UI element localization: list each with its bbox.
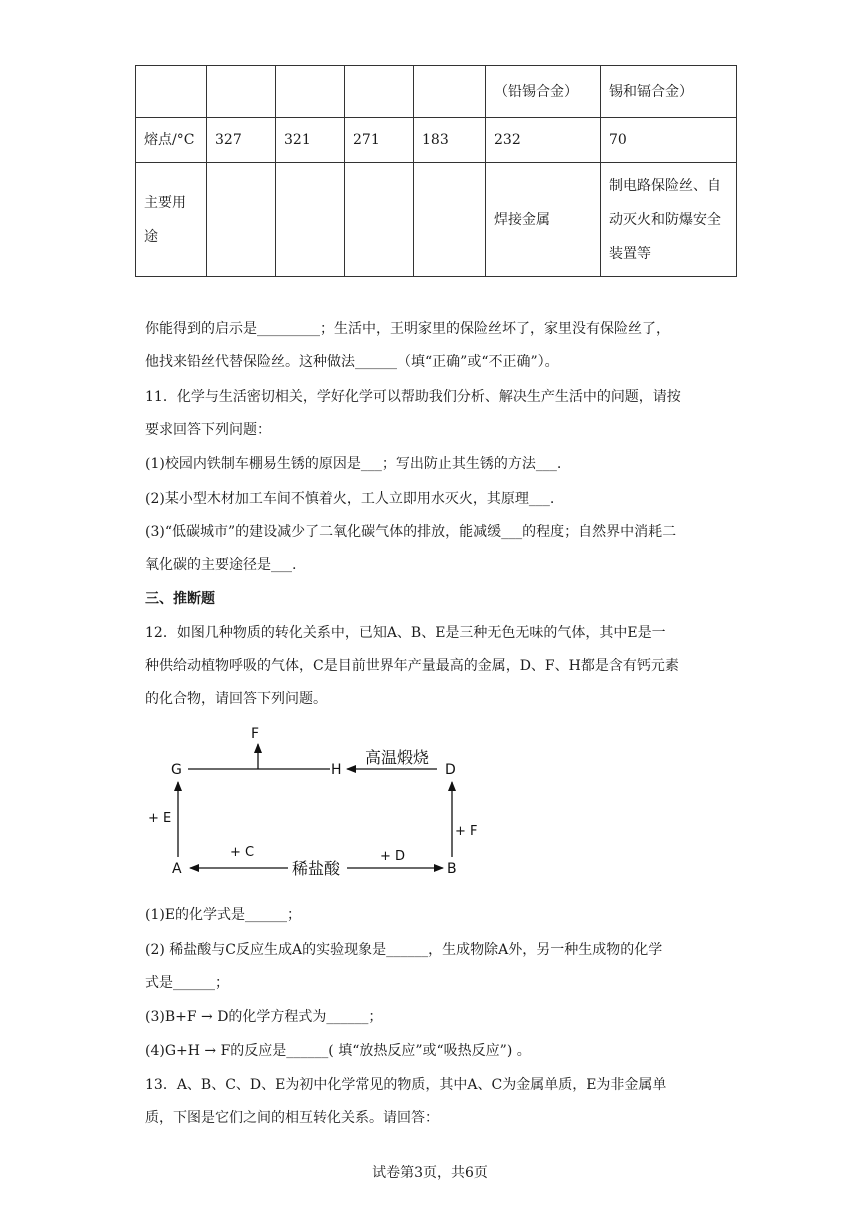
- table-cell: [207, 66, 276, 118]
- question-13-stem: 13．A、B、C、D、E为初中化学常见的物质，其中A、C为金属单质，E为非金属单: [145, 1077, 667, 1093]
- question-12-part-4: (4)G+H → F的反应是______( 填“放热反应”或“吸热反应”) 。: [145, 1043, 531, 1059]
- question-11-part-3: 氧化碳的主要途径是___.: [145, 557, 297, 573]
- node-h: H: [331, 762, 342, 778]
- label-high-temp: 高温煅烧: [365, 748, 430, 767]
- table-cell: （铅锡合金）: [486, 66, 601, 118]
- node-g: G: [171, 762, 182, 778]
- table-cell: 主要用途: [136, 163, 207, 277]
- table-cell: 熔点/°C: [136, 118, 207, 163]
- question-11-part-3: (3)“低碳城市”的建设减少了二氧化碳气体的排放，能减缓___的程度；自然界中消耗二: [145, 524, 677, 540]
- conversion-diagram: [140, 725, 480, 885]
- properties-table: [135, 65, 737, 277]
- question-11-stem: 11．化学与生活密切相关，学好化学可以帮助我们分析、解决生产生活中的问题，请按: [145, 389, 681, 405]
- question-11-part-2: (2)某小型木材加工车间不慎着火，工人立即用水灭火，其原理___.: [145, 491, 555, 507]
- question-11-part-1: (1)校园内铁制车棚易生锈的原因是___；写出防止其生锈的方法___.: [145, 456, 562, 472]
- table-cell: [414, 163, 486, 277]
- table-cell: [414, 66, 486, 118]
- table-cell: 232: [486, 118, 601, 163]
- question-11-stem: 要求回答下列问题：: [145, 422, 271, 438]
- table-cell: [276, 66, 345, 118]
- question-12-part-3: (3)B+F → D的化学方程式为______；: [145, 1009, 383, 1025]
- node-b: B: [447, 861, 457, 877]
- table-cell: [345, 66, 414, 118]
- question-12-part-2: 式是______；: [145, 975, 229, 991]
- table-row: [136, 66, 737, 118]
- table-cell: 271: [345, 118, 414, 163]
- question-13-stem: 质，下图是它们之间的相互转化关系。请回答：: [145, 1110, 439, 1126]
- table-cell: 锡和镉合金）: [601, 66, 737, 118]
- page-footer: 试卷第3页，共6页: [372, 1165, 488, 1181]
- section-heading: 三、推断题: [145, 591, 215, 607]
- question-12-part-2: (2) 稀盐酸与C反应生成A的实验现象是______，生成物除A外，另一种生成物的化学: [145, 942, 663, 958]
- question-12-stem: 的化合物，请回答下列问题。: [145, 691, 327, 707]
- table-cell: [345, 163, 414, 277]
- label-plus-f: + F: [455, 824, 478, 839]
- table-cell: [276, 163, 345, 277]
- table-cell: 321: [276, 118, 345, 163]
- label-dilute-hcl: 稀盐酸: [292, 859, 341, 878]
- question-text: 他找来铅丝代替保险丝。这种做法______（填“正确”或“不正确”）。: [145, 354, 559, 370]
- table-row: [136, 118, 737, 163]
- table-cell: 327: [207, 118, 276, 163]
- label-plus-d: + D: [380, 849, 406, 864]
- question-text: 你能得到的启示是_________；生活中，王明家里的保险丝坏了，家里没有保险丝了，: [145, 321, 670, 337]
- table-row: [136, 163, 737, 277]
- table-cell: 焊接金属: [486, 163, 601, 277]
- table-cell: 制电路保险丝、自动灭火和防爆安全装置等: [601, 163, 737, 277]
- table-cell: [207, 163, 276, 277]
- node-f: F: [251, 726, 260, 742]
- node-d: D: [445, 762, 456, 778]
- question-12-stem: 12．如图几种物质的转化关系中，已知A、B、E是三种无色无味的气体，其中E是一: [145, 625, 666, 641]
- table-cell: [136, 66, 207, 118]
- label-plus-e: + E: [148, 811, 172, 826]
- question-12-part-1: (1)E的化学式是______；: [145, 907, 302, 923]
- node-a: A: [172, 861, 182, 877]
- label-plus-c: + C: [230, 845, 255, 860]
- table-cell: 183: [414, 118, 486, 163]
- table-cell: 70: [601, 118, 737, 163]
- question-12-stem: 种供给动植物呼吸的气体，C是目前世界年产量最高的金属，D、F、H都是含有钙元素: [145, 658, 679, 674]
